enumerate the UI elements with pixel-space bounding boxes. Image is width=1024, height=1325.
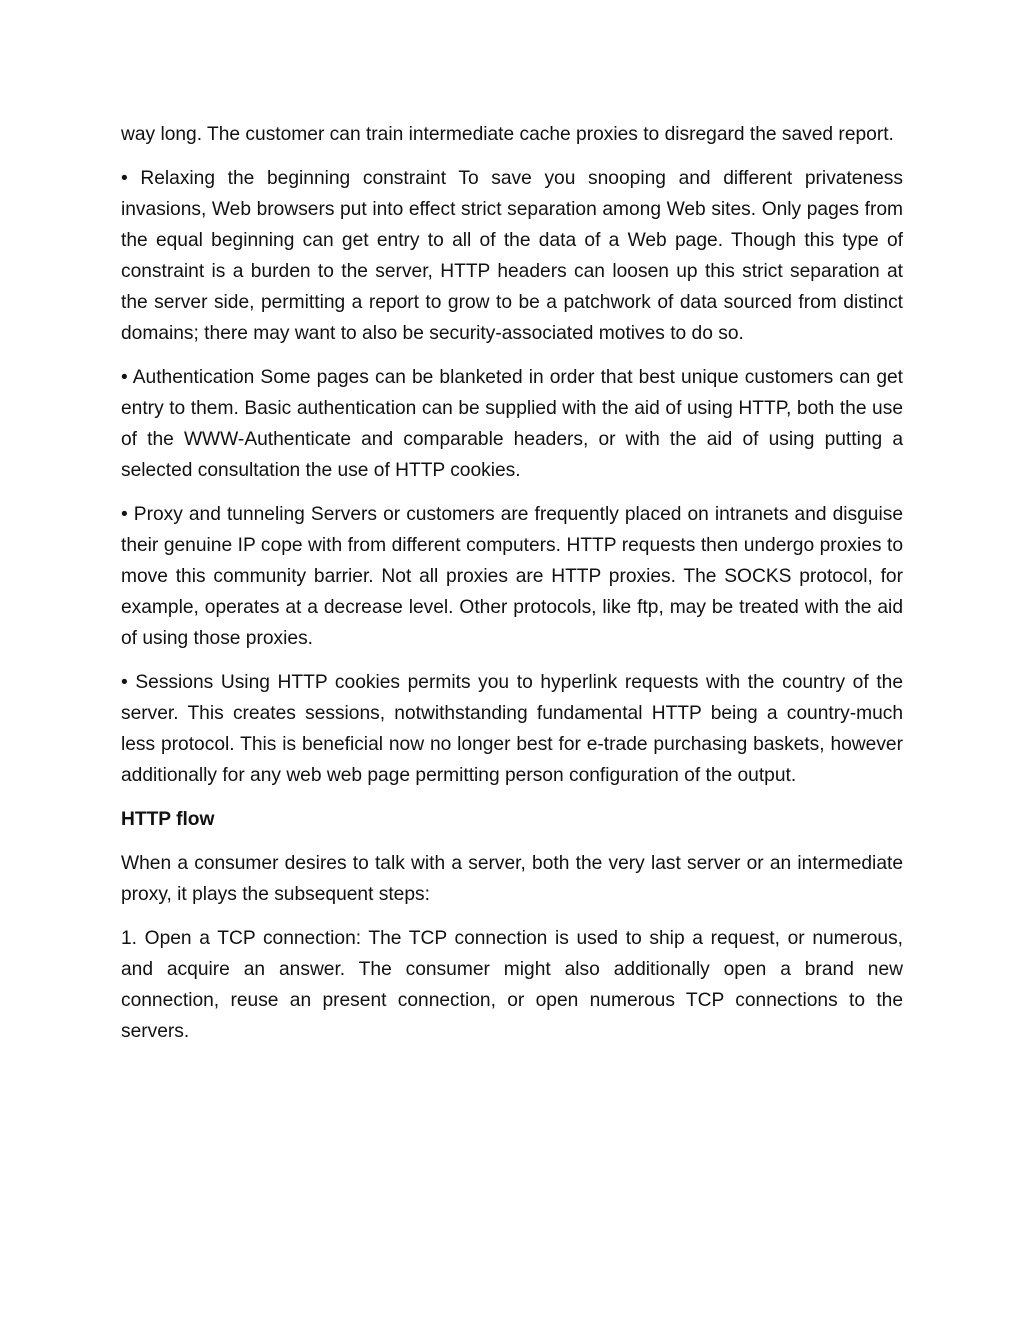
paragraph-intro: When a consumer desires to talk with a server, both the very last server or an intermediate proxy, it plays the subsequent steps: — [121, 853, 903, 905]
paragraph-step-1: 1. Open a TCP connection: The TCP connection is used to ship a request, or numerous, and acquire an answer. The consumer might also additionally open a brand new connection, reuse an present connection, or open numerous TCP connections to the servers. — [121, 928, 903, 1042]
document-page — [121, 119, 903, 1060]
paragraph-continuation: way long. The customer can train intermediate cache proxies to disregard the saved report. — [121, 124, 894, 145]
paragraph-relaxing-constraint: • Relaxing the beginning constraint To save you snooping and different privateness invasions, Web browsers put into effect strict separation among Web sites. Only pages from the equal beginning can get entry to all of the data of a Web page. Though this type of constraint is a burden to the server, HTTP headers can loosen up this strict separation at the server side, permitting a report to grow to be a patchwork of data sourced from distinct domains; there may want to also be security-associated motives to do so. — [121, 168, 903, 344]
paragraph-sessions: • Sessions Using HTTP cookies permits you to hyperlink requests with the country of the server. This creates sessions, notwithstanding fundamental HTTP being a country-much less protocol. This is beneficial now no longer best for e-trade purchasing baskets, however additionally for any web web page permitting person configuration of the output. — [121, 672, 903, 786]
paragraph-authentication: • Authentication Some pages can be blanketed in order that best unique customers can get entry to them. Basic authentication can be supplied with the aid of using HTTP, both the use of the WWW-Authenticate and comparable headers, or with the aid of using putting a selected consultation the use of HTTP cookies. — [121, 367, 903, 481]
section-heading: HTTP flow — [121, 809, 215, 830]
paragraph-proxy-tunneling: • Proxy and tunneling Servers or customers are frequently placed on intranets and disguise their genuine IP cope with from different computers. HTTP requests then undergo proxies to move this community barrier. Not all proxies are HTTP proxies. The SOCKS protocol, for example, operates at a decrease level. Other protocols, like ftp, may be treated with the aid of using those proxies. — [121, 504, 903, 649]
